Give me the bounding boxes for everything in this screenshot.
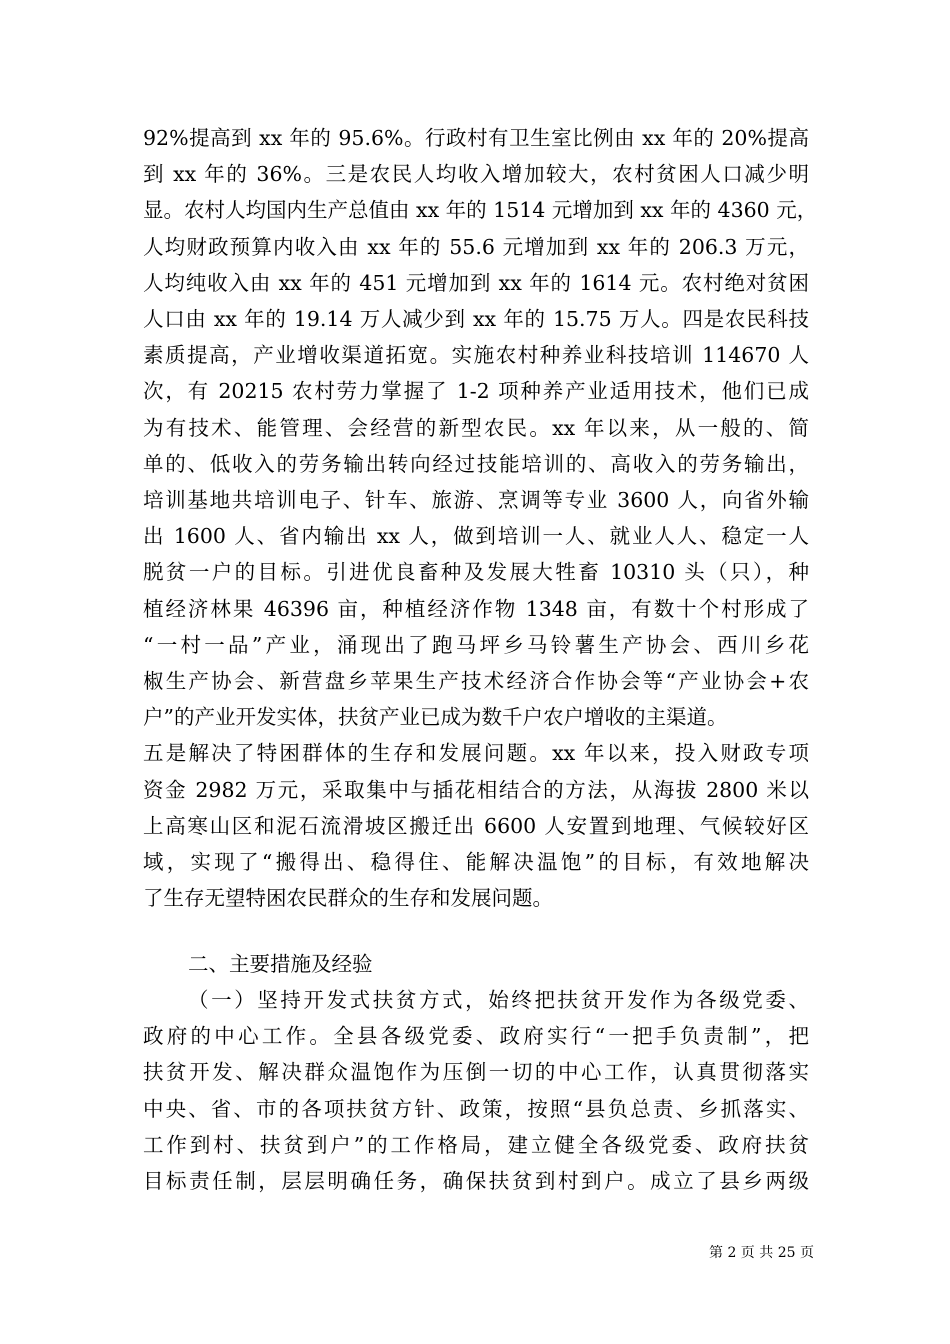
text-line: 资金 2982 万元，采取集中与插花相结合的方法，从海拔 2800 米以	[143, 777, 809, 802]
text-line: 政府的中心工作。全县各级党委、政府实行“一把手负责制”，把	[143, 1024, 809, 1049]
text-line: 植经济林果 46396 亩，种植经济作物 1348 亩，有数十个村形成了	[143, 596, 809, 621]
text-line: 到 xx 年的 36%。三是农民人均收入增加较大，农村贫困人口减少明	[143, 162, 809, 187]
text-line: 工作到村、扶贫到户”的工作格局，建立健全各级党委、政府扶贫	[143, 1132, 809, 1157]
text-line: 目标责任制，层层明确任务，确保扶贫到村到户。成立了县乡两级	[143, 1169, 809, 1193]
page-number: 第 2 页 共 25 页	[709, 1245, 814, 1261]
text-line: 扶贫开发、解决群众温饱作为压倒一切的中心工作，认真贯彻落实	[143, 1060, 809, 1085]
text-line: 单的、低收入的劳务输出转向经过技能培训的、高收入的劳务输出，	[143, 451, 809, 476]
text-line: 出 1600 人、省内输出 xx 人，做到培训一人、就业人人、稳定一人	[143, 524, 809, 549]
text-line: 椒生产协会、新营盘乡苹果生产技术经济合作协会等“产业协会+农	[143, 669, 809, 693]
text-line: 脱贫一户的目标。引进优良畜种及发展大牲畜 10310 头（只），种	[143, 560, 809, 585]
section-heading: 二、主要措施及经验	[188, 952, 373, 976]
text-line: 培训基地共培训电子、针车、旅游、烹调等专业 3600 人，向省外输	[143, 488, 809, 512]
text-line: 人均财政预算内收入由 xx 年的 55.6 元增加到 xx 年的 206.3 万元，	[143, 234, 809, 259]
text-line: 显。农村人均国内生产总值由 xx 年的 1514 元增加到 xx 年的 4360 元，	[143, 198, 818, 223]
text-line: 了生存无望特困农民群众的生存和发展问题。	[143, 886, 553, 911]
text-line: “一村一品”产业，涌现出了跑马坪乡马铃薯生产协会、西川乡花	[143, 632, 809, 657]
text-line: 域，实现了“搬得出、稳得住、能解决温饱”的目标，有效地解决	[143, 850, 809, 874]
text-line: 素质提高，产业增收渠道拓宽。实施农村种养业科技培训 114670 人	[143, 343, 809, 368]
text-line: 上高寒山区和泥石流滑坡区搬迁出 6600 人安置到地理、气候较好区	[143, 813, 809, 838]
text-line: （一）坚持开发式扶贫方式，始终把扶贫开发作为各级党委、	[188, 988, 809, 1012]
text-line: 为有技术、能管理、会经营的新型农民。xx 年以来，从一般的、简	[143, 415, 809, 440]
text-line: 五是解决了特困群体的生存和发展问题。xx 年以来，投入财政专项	[143, 741, 809, 766]
text-line: 人均纯收入由 xx 年的 451 元增加到 xx 年的 1614 元。农村绝对贫困	[143, 270, 809, 295]
text-line: 次，有 20215 农村劳力掌握了 1-2 项种养产业适用技术，他们已成	[143, 379, 809, 404]
text-line: 户”的产业开发实体，扶贫产业已成为数千户农户增收的主渠道。	[143, 705, 728, 730]
text-line: 92%提高到 xx 年的 95.6%。行政村有卫生室比例由 xx 年的 20%提高	[143, 126, 809, 150]
text-line: 中央、省、市的各项扶贫方针、政策，按照“县负总责、乡抓落实、	[143, 1096, 809, 1121]
text-line: 人口由 xx 年的 19.14 万人减少到 xx 年的 15.75 万人。四是农民科技	[143, 307, 809, 331]
